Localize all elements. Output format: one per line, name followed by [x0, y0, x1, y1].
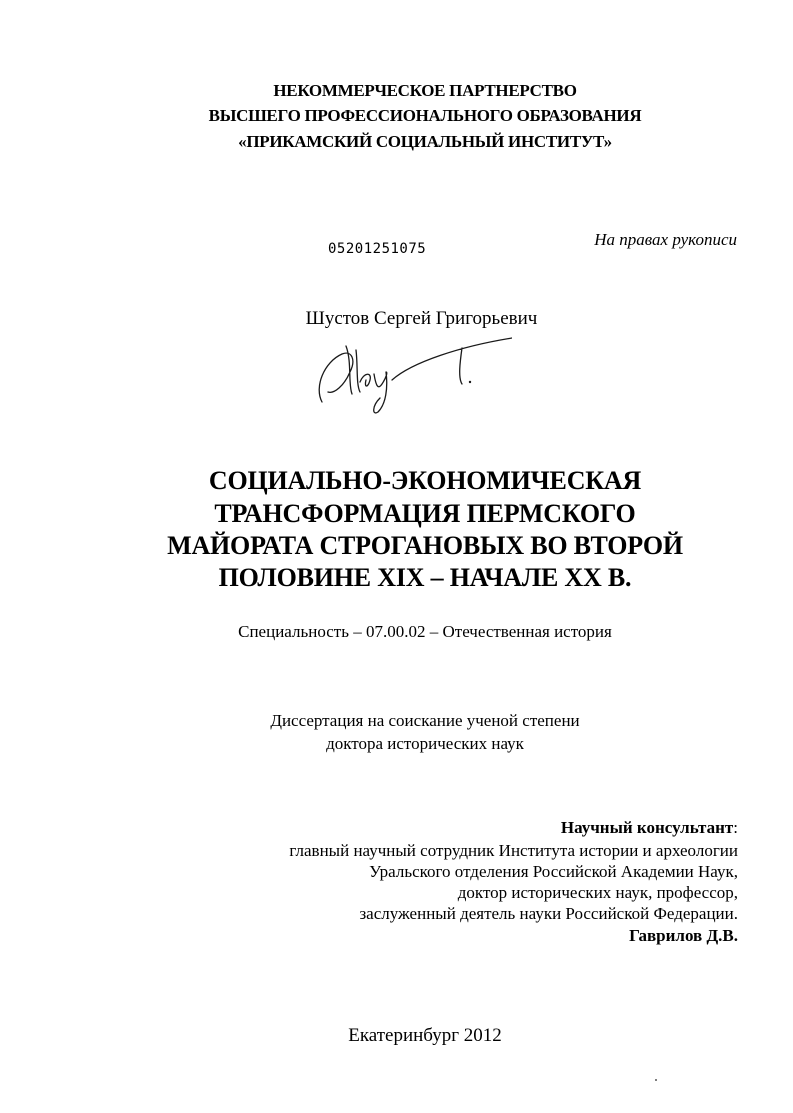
consultant-detail-1: главный научный сотрудник Института истории и археологии — [289, 841, 738, 860]
rights-note: На правах рукописи — [594, 230, 737, 249]
consultant-heading: Научный консультант — [560, 818, 734, 837]
consultant-name: Гаврилов Д.В. — [629, 926, 738, 945]
dissertation-line-2: доктора исторических наук — [326, 734, 524, 753]
consultant-detail-2: Уральского отделения Российской Академии Наук, — [369, 862, 738, 881]
org-line-2: ВЫСШЕГО ПРОФЕССИОНАЛЬНОГО ОБРАЗОВАНИЯ — [208, 106, 642, 125]
specialty: Специальность – 07.00.02 – Отечественная история — [238, 622, 612, 641]
title-line-2: ТРАНСФОРМАЦИЯ ПЕРМСКОГО — [214, 499, 636, 528]
consultant-detail-3: доктор исторических наук, профессор, — [457, 883, 738, 902]
author-name: Шустов Сергей Григорьевич — [305, 308, 538, 329]
title-line-1: СОЦИАЛЬНО-ЭКОНОМИЧЕСКАЯ — [208, 466, 642, 495]
registration-number: 05201251075 — [328, 241, 427, 257]
title-line-3: МАЙОРАТА СТРОГАНОВЫХ ВО ВТОРОЙ — [167, 531, 683, 560]
org-line-3: «ПРИКАМСКИЙ СОЦИАЛЬНЫЙ ИНСТИТУТ» — [238, 132, 612, 151]
dissertation-line-1: Диссертация на соискание ученой степени — [270, 711, 580, 730]
scan-speck — [655, 1079, 657, 1081]
consultant-heading-line — [561, 818, 738, 838]
author-signature — [312, 332, 512, 422]
title-line-4: ПОЛОВИНЕ XIX – НАЧАЛЕ XX В. — [218, 563, 632, 592]
city-year: Екатеринбург 2012 — [348, 1025, 502, 1046]
org-line-1: НЕКОММЕРЧЕСКОЕ ПАРТНЕРСТВО — [273, 81, 577, 100]
consultant-detail-4: заслуженный деятель науки Российской Федерации. — [359, 904, 738, 923]
consultant-heading-colon: : — [733, 818, 738, 837]
